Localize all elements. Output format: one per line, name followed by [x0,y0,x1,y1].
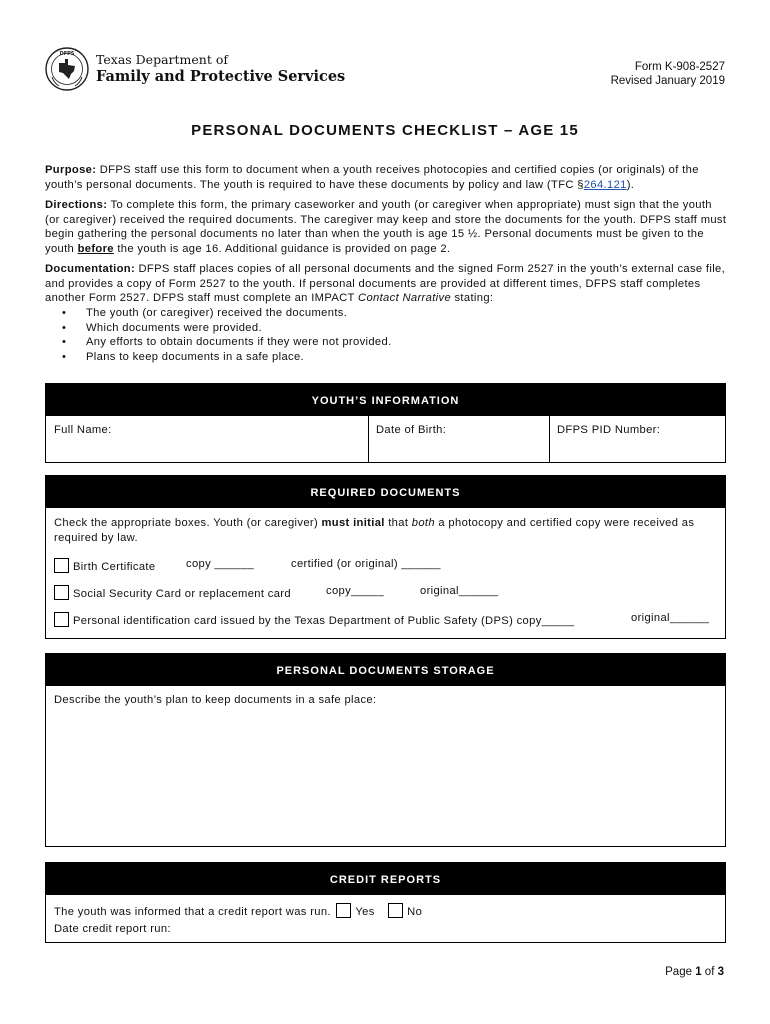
social-security-label: Social Security Card or replacement card [73,588,291,600]
required-documents-section [45,475,726,639]
page-of: of [704,966,715,978]
credit-reports-section [45,862,726,943]
instruction-text: Check the appropriate boxes. Youth (or caregiver) [54,517,322,529]
directions-label: Directions: [45,199,108,211]
tfc-264-121-link[interactable]: 264.121 [583,178,627,191]
credit-no-checkbox[interactable] [388,903,403,918]
documentation-label: Documentation: [45,263,136,275]
revision-date: Revised January 2019 [610,75,725,87]
dfps-pid-field[interactable]: DFPS PID Number: [557,424,661,436]
storage-plan-textarea[interactable] [46,714,725,844]
instruction-text: a photocopy and certified copy were received as required by law. [54,517,695,544]
purpose-label: Purpose: [45,164,97,176]
required-documents-instructions [54,516,714,545]
credit-yes-checkbox[interactable] [336,903,351,918]
list-item: • Which documents were provided. [62,321,722,336]
social-security-copy-initial[interactable]: copy_____ [326,585,384,597]
credit-report-prompt [54,903,422,918]
purpose-text: DFPS staff use this form to document when a youth receives photocopies and certified copies (or originals) of the youth’s personal documents. The youth is required to have these documents by policy and law (TFC § [45,164,699,191]
social-security-original-initial[interactable]: original______ [420,585,499,597]
birth-certificate-copy-initial[interactable]: copy ______ [186,558,254,570]
dps-id-label: Personal identification card issued by the Texas Department of Public Safety (DPS) copy_____ [73,615,575,627]
directions-after: the youth is age 16. Additional guidance is provided on page 2. [113,242,451,255]
documentation-after: stating: [451,292,494,304]
total-pages: 3 [717,966,724,978]
full-name-field[interactable]: Full Name: [54,424,112,436]
page-label: Page [665,966,692,978]
documentation-paragraph [45,262,730,306]
storage-heading: PERSONAL DOCUMENTS STORAGE [46,654,725,686]
agency-name-line1: Texas Department of [96,52,228,67]
youth-information-heading: YOUTH’S INFORMATION [46,384,725,416]
date-of-birth-field[interactable]: Date of Birth: [376,424,447,436]
documentation-bullet-list [62,306,722,364]
must-initial-emphasis: must initial [321,517,385,529]
credit-reports-heading: CREDIT REPORTS [46,863,725,895]
list-item: • Plans to keep documents in a safe place. [62,350,722,365]
current-page: 1 [695,966,702,978]
social-security-row [54,585,291,600]
directions-before-emphasis: before [77,242,114,255]
page-title: PERSONAL DOCUMENTS CHECKLIST – AGE 15 [191,122,579,139]
list-item: • The youth (or caregiver) received the documents. [62,306,722,321]
documentation-text: DFPS staff places copies of all personal documents and the signed Form 2527 in the youth’s external case file, and provides a copy of Form 2527 to the youth. If personal documents are provided at different times, DFPS staff completes another Form 2527. DFPS staff must complete an IMPACT [45,263,726,304]
birth-certificate-checkbox[interactable] [54,558,69,573]
purpose-paragraph [45,163,730,192]
page-number [665,966,724,978]
credit-report-question: The youth was informed that a credit report was run. [54,906,331,918]
credit-report-date-field[interactable]: Date credit report run: [54,923,171,935]
directions-text: To complete this form, the primary caseworker and youth (or caregiver when appropriate) must sign that the youth (or caregiver) received the required documents. The caregiver may keep and store the documents for the youth. DFPS staff must begin gathering the personal documents no later than when the youth is age 15 ½. Personal documents must be given to the youth [45,199,727,255]
birth-certificate-row [54,558,155,573]
credit-yes-label: Yes [355,906,375,918]
dfps-seal-logo [45,47,89,91]
dps-id-original-initial[interactable]: original______ [631,612,710,624]
instruction-text: that [384,517,412,529]
dps-id-row [54,612,575,627]
youth-information-section [45,383,726,463]
social-security-checkbox[interactable] [54,585,69,600]
list-item: • Any efforts to obtain documents if they were not provided. [62,335,722,350]
required-documents-heading: REQUIRED DOCUMENTS [46,476,725,508]
both-emphasis: both [411,517,435,529]
directions-paragraph [45,198,730,256]
birth-certificate-label: Birth Certificate [73,561,156,573]
dps-id-checkbox[interactable] [54,612,69,627]
credit-no-label: No [407,906,423,918]
personal-documents-storage-section [45,653,726,847]
form-number: Form K-908-2527 [634,61,725,73]
contact-narrative-term: Contact Narrative [358,292,452,304]
purpose-after: ). [626,178,635,191]
svg-text:DFPS: DFPS [59,51,75,57]
birth-certificate-certified-initial[interactable]: certified (or original) ______ [291,558,441,570]
agency-name-line2: Family and Protective Services [96,68,346,85]
storage-plan-prompt: Describe the youth’s plan to keep documents in a safe place: [54,694,377,706]
